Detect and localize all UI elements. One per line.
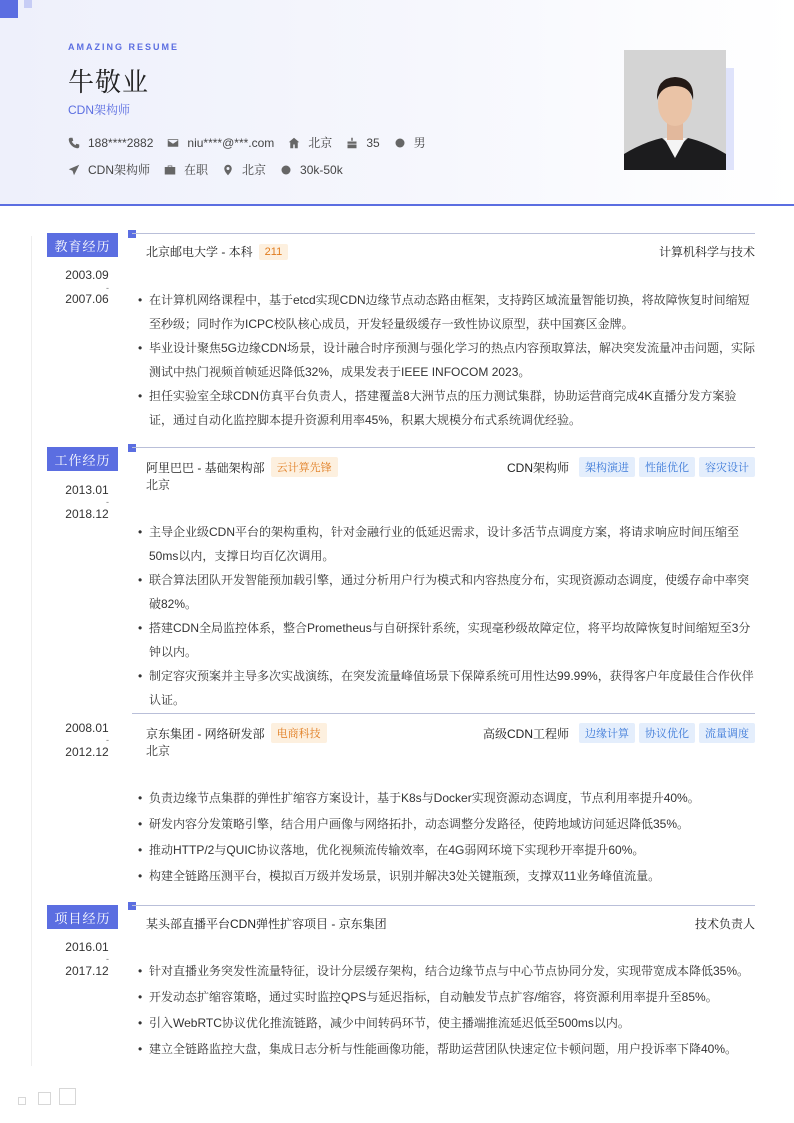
- project-end-date: 2017.12: [65, 964, 109, 978]
- email-text: niu****@***.com: [187, 135, 275, 150]
- phone-icon: [68, 137, 80, 149]
- intent-city: [222, 161, 266, 178]
- intent-position: [68, 161, 150, 178]
- skill-tag: 协议优化: [639, 723, 695, 743]
- company-badge: 电商科技: [271, 723, 327, 743]
- major-name: 计算机科学与技术: [658, 245, 755, 259]
- section-divider: [132, 233, 755, 234]
- section-education-title: 教育经历: [47, 233, 118, 257]
- gender-icon: [394, 137, 406, 149]
- job-bullets: [136, 520, 756, 712]
- contact-age: [346, 136, 379, 150]
- list-item: • 担任实验室全球CDN仿真平台负责人，搭建覆盖8大洲节点的压力测试集群，协助运营商完成4K直播分发方案验证，通过自动化监控脚本提升资源利用率45%，积累大规模分布式系统调优经验。: [136, 384, 756, 432]
- intent-position-text: CDN架构师: [88, 163, 150, 177]
- skill-tag: 流量调度: [699, 723, 755, 743]
- project-name: 某头部直播平台CDN弹性扩容项目 - 京东集团: [146, 917, 387, 931]
- date-dash: -: [106, 954, 109, 964]
- list-item: • 开发动态扩缩容策略，通过实时监控QPS与延迟指标，自动触发节点扩容/缩容，将资源利用率提升至85%。: [136, 984, 756, 1010]
- intent-salary: [280, 163, 343, 177]
- footer-decor-square: [18, 1097, 26, 1105]
- list-item: • 在计算机网络课程中，基于etcd实现CDN边缘节点动态路由框架，支持跨区域流量智能切换，将故障恢复时间缩短至秒级；同时作为ICPC校队核心成员，开发轻量级缓存一致性协议原型，获中国赛区金牌。: [136, 288, 756, 336]
- location-pin-icon: [222, 164, 234, 176]
- project-start-date: 2016.01: [65, 940, 109, 954]
- education-bullets: [136, 288, 756, 432]
- list-item: • 构建全链路压测平台，模拟百万级并发场景，识别并解决3处关键瓶颈，支撑双11业务峰值流量。: [136, 863, 756, 889]
- school-name: 北京邮电大学 - 本科: [146, 245, 253, 259]
- contact-email: [167, 136, 274, 150]
- contact-city: [288, 134, 332, 151]
- timeline-line: [31, 236, 32, 1066]
- intent-salary-text: 30k-50k: [300, 162, 343, 177]
- list-item: • 建立全链路监控大盘，集成日志分析与性能画像功能，帮助运营团队快速定位卡顿问题，用户投诉率下降40%。: [136, 1036, 756, 1062]
- contact-gender: [394, 134, 426, 151]
- salary-icon: [280, 164, 292, 176]
- project-role: 技术负责人: [694, 917, 755, 931]
- list-item: • 联合算法团队开发智能预加载引擎，通过分析用户行为模式和内容热度分布，实现资源动态调度，使缓存命中率突破82%。: [136, 568, 756, 616]
- skill-tag: 边缘计算: [579, 723, 635, 743]
- resume-header: [0, 0, 794, 206]
- section-work-title: 工作经历: [47, 447, 118, 471]
- list-item: • 负责边缘节点集群的弹性扩缩容方案设计，基于K8s与Docker实现资源动态调度，节点利用率提升40%。: [136, 785, 756, 811]
- job-title: CDN架构师: [68, 103, 130, 117]
- company-name: 京东集团 - 网络研发部: [146, 726, 265, 741]
- project-bullets: [136, 958, 756, 1062]
- list-item: • 毕业设计聚焦5G边缘CDN场景，设计融合时序预测与强化学习的热点内容预取算法，解决突发流量冲击问题，实际测试中热门视频首帧延迟降低32%，成果发表于IEEE INFOCOM 2023。: [136, 336, 756, 384]
- intent-status-text: 在职: [184, 163, 209, 177]
- job-divider: [132, 713, 755, 714]
- contact-phone: [68, 136, 153, 150]
- send-icon: [68, 164, 80, 176]
- job-header: [146, 457, 755, 477]
- cake-icon: [346, 137, 358, 149]
- briefcase-icon: [164, 164, 176, 176]
- footer-decor-square: [38, 1092, 51, 1105]
- list-item: • 搭建CDN全局监控体系，整合Prometheus与自研探针系统，实现毫秒级故障定位，将平均故障恢复时间缩短至3分钟以内。: [136, 616, 756, 664]
- date-dash: -: [106, 283, 109, 293]
- intent-row: [68, 161, 357, 178]
- avatar-illustration: [624, 50, 726, 170]
- phone-text: 188****2882: [88, 135, 154, 150]
- list-item: • 推动HTTP/2与QUIC协议落地，优化视频流传输效率，在4G弱网环境下实现秒开率提升60%。: [136, 837, 756, 863]
- company-badge: 云计算先锋: [271, 457, 338, 477]
- list-item: • 研发内容分发策略引擎，结合用户画像与网络拓扑，动态调整分发路径，使跨地域访问延迟降低35%。: [136, 811, 756, 837]
- education-header: [146, 243, 755, 260]
- education-start-date: 2003.09: [65, 268, 109, 282]
- section-marker: [128, 902, 136, 910]
- skill-tag: 容灾设计: [699, 457, 755, 477]
- list-item: • 针对直播业务突发性流量特征，设计分层缓存架构，结合边缘节点与中心节点协同分发，实现带宽成本降低35%。: [136, 958, 756, 984]
- list-item: • 主导企业级CDN平台的架构重构，针对金融行业的低延迟需求，设计多活节点调度方案，将请求响应时间压缩至50ms以内，支撑日均百亿次调用。: [136, 520, 756, 568]
- list-item: • 制定容灾预案并主导多次实战演练，在突发流量峰值场景下保障系统可用性达99.99%，获得客户年度最佳合作伙伴认证。: [136, 664, 756, 712]
- job-role: 高级CDN工程师: [483, 726, 569, 741]
- mail-icon: [167, 137, 179, 149]
- decor-square: [0, 0, 18, 18]
- gender-text: 男: [413, 136, 426, 150]
- age-text: 35: [366, 135, 380, 150]
- skill-tag: 性能优化: [639, 457, 695, 477]
- section-divider: [132, 905, 755, 906]
- job-end-date: 2012.12: [65, 745, 109, 759]
- education-end-date: 2007.06: [65, 292, 109, 306]
- contact-row: [68, 134, 440, 151]
- section-project-title: 项目经历: [47, 905, 118, 929]
- skill-tag: 架构演进: [579, 457, 635, 477]
- job-role: CDN架构师: [507, 460, 569, 475]
- job-start-date: 2013.01: [65, 483, 109, 497]
- home-icon: [288, 137, 300, 149]
- list-item: • 引入WebRTC协议优化推流链路，减少中间转码环节，使主播端推流延迟低至500ms以内。: [136, 1010, 756, 1036]
- date-dash: -: [106, 497, 109, 507]
- job-end-date: 2018.12: [65, 507, 109, 521]
- person-name: 牛敬业: [68, 67, 150, 97]
- job-header: [146, 723, 755, 743]
- profile-photo: [624, 50, 726, 170]
- date-dash: -: [106, 735, 109, 745]
- section-marker: [128, 444, 136, 452]
- section-divider: [132, 447, 755, 448]
- intent-city-text: 北京: [242, 163, 267, 177]
- tagline: AMAZING RESUME: [68, 42, 179, 52]
- intent-status: [164, 161, 208, 178]
- section-marker: [128, 230, 136, 238]
- company-name: 阿里巴巴 - 基础架构部: [146, 460, 265, 475]
- footer-decor-square: [59, 1088, 76, 1105]
- project-header: [146, 915, 755, 932]
- city-text: 北京: [308, 136, 333, 150]
- decor-square-small: [24, 0, 32, 8]
- school-badge: 211: [259, 244, 289, 260]
- job-bullets: [136, 785, 756, 889]
- job-location: 北京: [146, 744, 171, 758]
- job-start-date: 2008.01: [65, 721, 109, 735]
- job-location: 北京: [146, 478, 171, 492]
